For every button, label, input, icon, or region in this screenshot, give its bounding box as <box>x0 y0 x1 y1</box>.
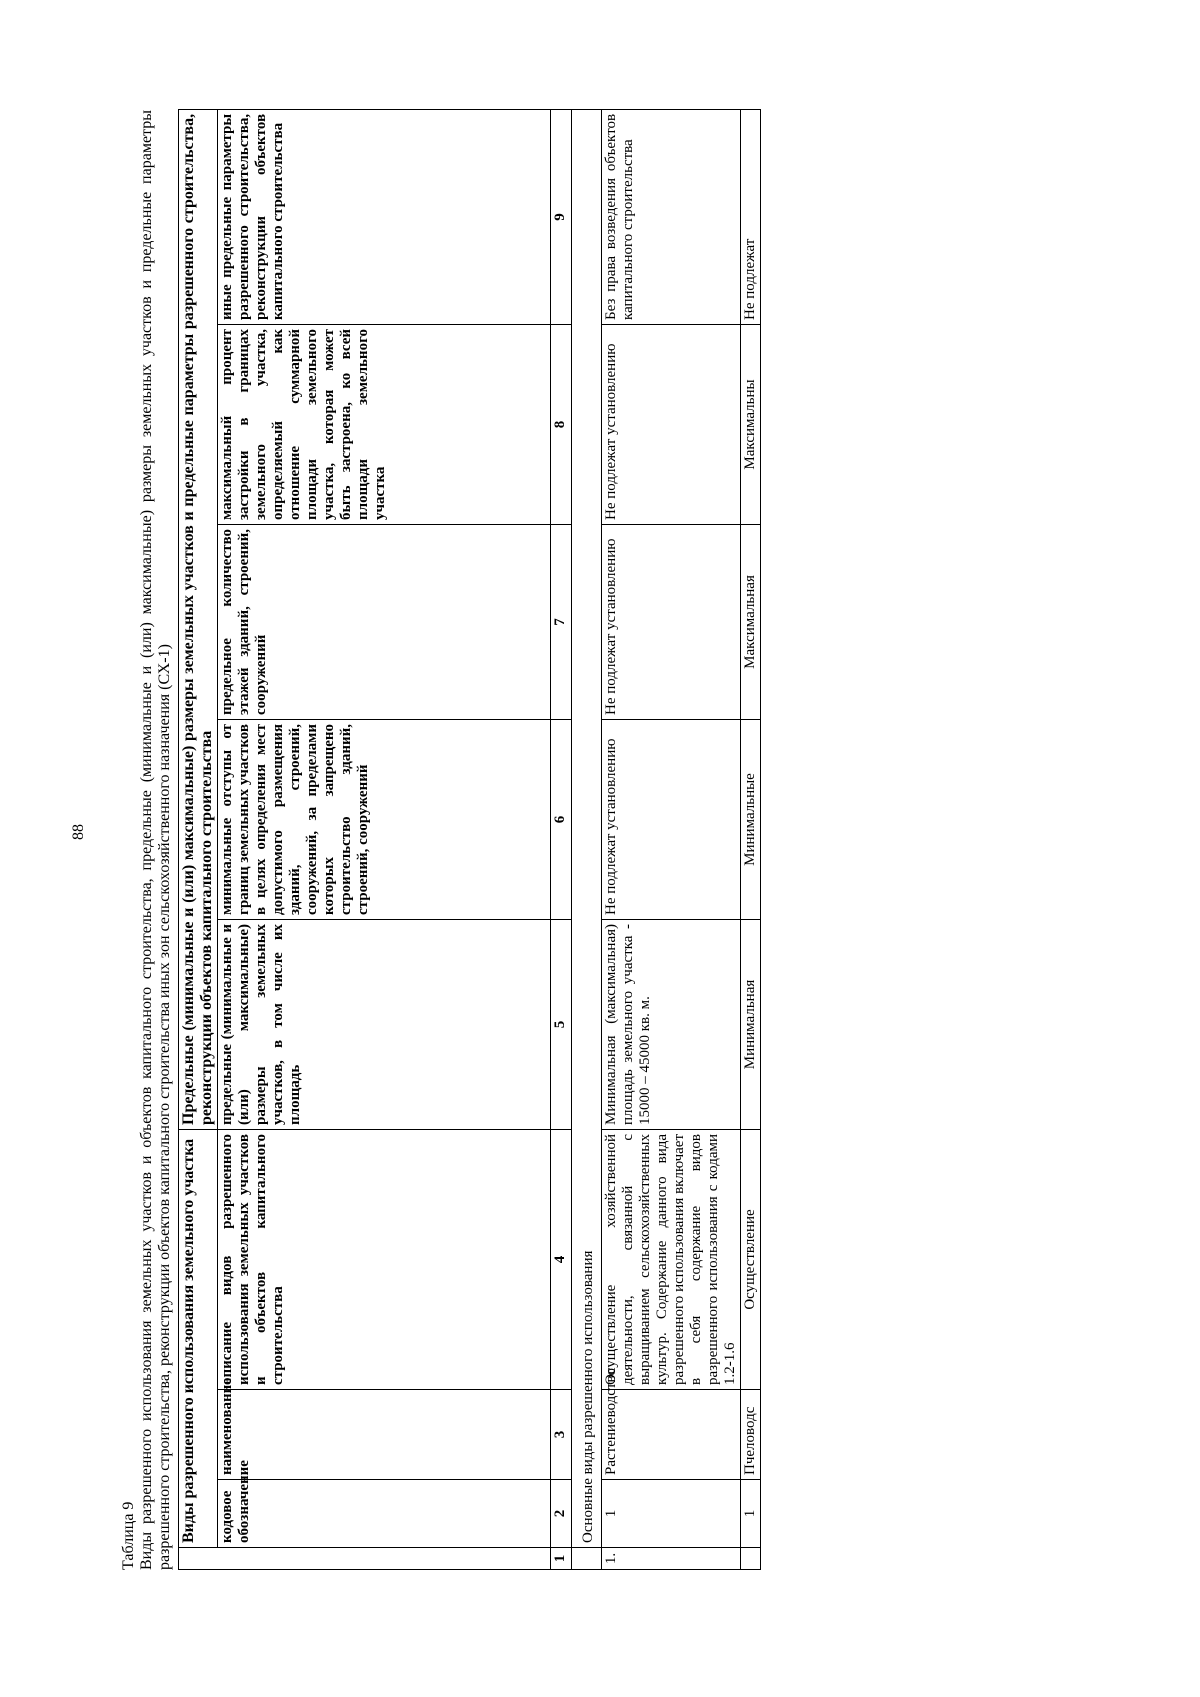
header-columns-row <box>218 109 551 1569</box>
header-group-params: Предельные (минимальные и (или) максимальные) размеры земельных участков и предельные параметры разрешенного строительства, реконструкции объектов капитального строительства <box>179 109 218 1129</box>
header-size: предельные (минимальные и (или) максимальные) размеры земельных участков, в том числе их площадь <box>218 919 551 1129</box>
header-floors: предельное количество этажей зданий, строений, сооружений <box>218 524 551 719</box>
row-name: Пчеловодс <box>741 1390 761 1480</box>
rotated-page-content <box>120 110 1200 1570</box>
row-setback: Минимальные <box>741 719 761 919</box>
row-floors: Максимальная <box>741 524 761 719</box>
header-group-row <box>179 109 218 1569</box>
column-number: 5 <box>551 919 572 1129</box>
column-number: 8 <box>551 324 572 524</box>
row-size: Минимальная (максимальная) площадь земельного участка - 15000 – 45000 кв. м. <box>602 919 741 1129</box>
column-number: 7 <box>551 524 572 719</box>
row-code: 1 <box>602 1480 741 1548</box>
row-setback: Не подлежат установлению <box>602 719 741 919</box>
section-empty-cell <box>572 1548 602 1570</box>
header-desc: описание видов разрешенного использования земельных участков и объектов капитального строительства <box>218 1129 551 1389</box>
row-code: 1 <box>741 1480 761 1548</box>
header-name: наименование <box>218 1390 551 1480</box>
column-number: 2 <box>551 1480 572 1548</box>
section-row <box>572 109 602 1569</box>
row-desc: Осуществление хозяйственной деятельности, связанной с выращиванием сельскохозяйственных культур. Содержание данного вида разрешенного использования включает в себя содержание видов разрешенного использования с кодами 1.2-1.6 <box>602 1129 741 1389</box>
zoning-table <box>178 109 761 1570</box>
table-label: Таблица 9 <box>120 1501 137 1570</box>
row-size: Минимальная <box>741 919 761 1129</box>
row-floors: Не подлежат установлению <box>602 524 741 719</box>
row-number <box>741 1548 761 1570</box>
header-empty-cell <box>179 1548 551 1570</box>
row-number: 1. <box>602 1548 741 1570</box>
column-number: 3 <box>551 1390 572 1480</box>
row-desc: Осуществление <box>741 1129 761 1389</box>
section-title: Основные виды разрешенного использования <box>572 109 602 1547</box>
column-number: 4 <box>551 1129 572 1389</box>
table-row <box>602 109 741 1569</box>
header-code: кодовое обозначение <box>218 1480 551 1548</box>
column-number: 1 <box>551 1548 572 1570</box>
header-setback: минимальные отступы от границ земельных участков в целях определения мест допустимого размещения зданий, строений, сооружений, за пределами которых запрещено строительство зданий, строений, сооружений <box>218 719 551 919</box>
table-caption <box>120 110 174 1570</box>
header-group-uses: Виды разрешенного использования земельного участка <box>179 1129 218 1547</box>
row-coverage: Максимальны <box>741 324 761 524</box>
row-coverage: Не подлежат установлению <box>602 324 741 524</box>
page-number: 88 <box>70 824 87 840</box>
column-number: 9 <box>551 109 572 324</box>
column-numbers-row <box>551 109 572 1569</box>
row-other: Не подлежат <box>741 109 761 324</box>
row-name: Растениеводство <box>602 1390 741 1480</box>
column-number: 6 <box>551 719 572 919</box>
header-coverage: максимальный процент застройки в границах земельного участка, определяемый как отношение суммарной площади земельного участка, которая может быть застроена, ко всей площади земельного участка <box>218 324 551 524</box>
header-other: иные предельные параметры разрешенного строительства, реконструкции объектов капитального строительства <box>218 109 551 324</box>
table-title: Виды разрешенного использования земельных участков и объектов капитального строительства, предельные (минимальные и (или) максимальные) размеры земельных участков и предельные параметры разрешенного строительства, реконструкции объектов капитального строительства иных зон сельскохозяйственного назначения (СХ-1) <box>138 110 173 1570</box>
row-other: Без права возведения объектов капитального строительства <box>602 109 741 324</box>
table-row <box>741 109 761 1569</box>
